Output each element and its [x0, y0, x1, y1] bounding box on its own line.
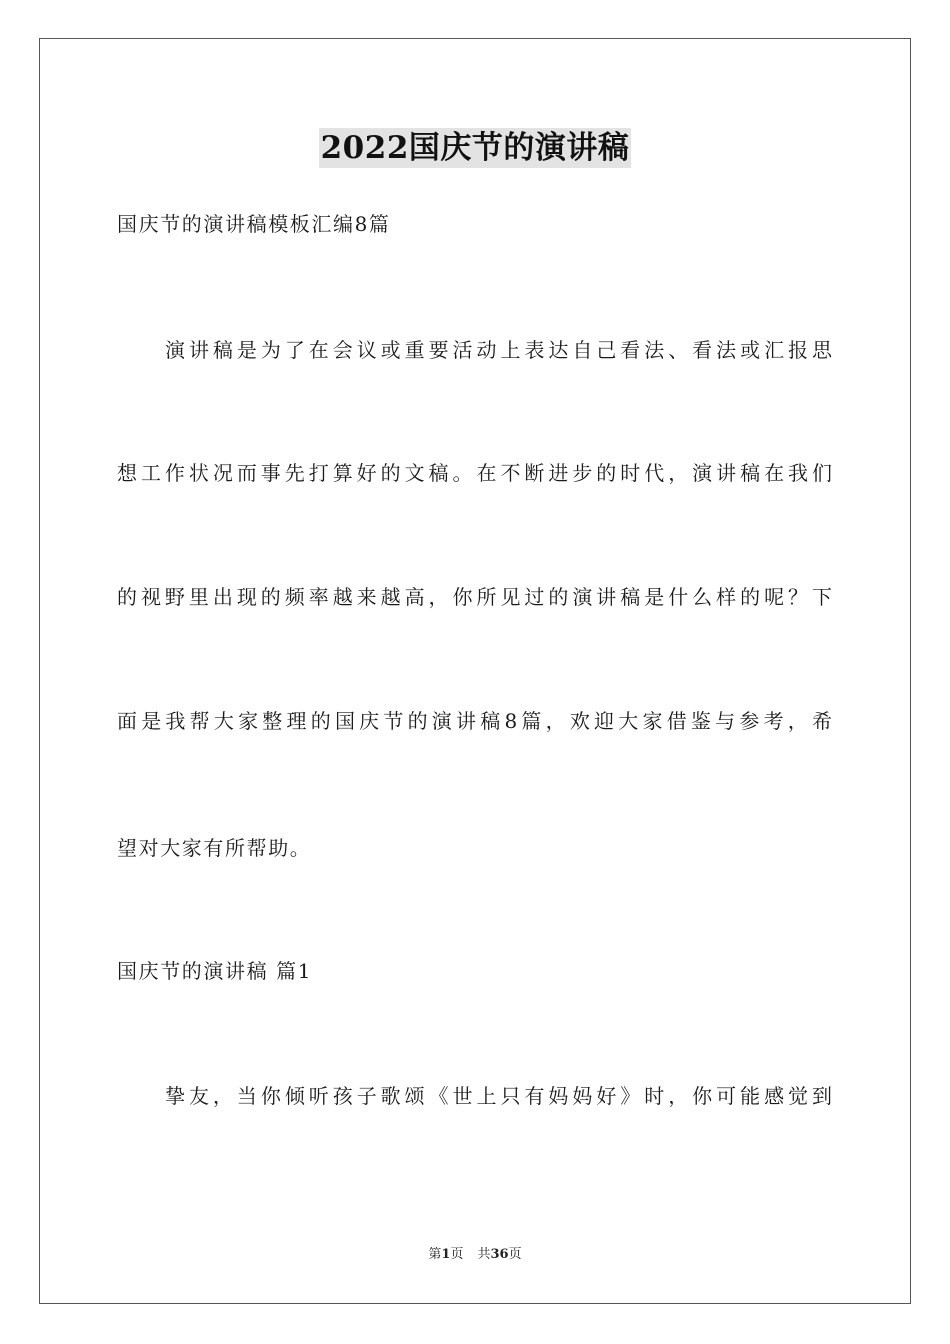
document-title: 2022国庆节的演讲稿: [320, 130, 630, 166]
title-container: [0, 128, 950, 168]
page-number: 1: [441, 1247, 451, 1262]
intro-line-5: 望对大家有所帮助。: [117, 836, 312, 860]
intro-line-3: 的视野里出现的频率越来越高，你所见过的演讲稿是什么样的呢？下: [117, 585, 832, 609]
intro-line-4: 面是我帮大家整理的国庆节的演讲稿8篇，欢迎大家借鉴与参考，希: [117, 709, 832, 733]
page-prefix: 第: [428, 1247, 442, 1262]
intro-line-2: 想工作状况而事先打算好的文稿。在不断进步的时代，演讲稿在我们: [117, 461, 832, 485]
page-suffix: 页: [450, 1247, 464, 1262]
total-prefix: 共: [477, 1247, 491, 1262]
document-subtitle: 国庆节的演讲稿模板汇编8篇: [117, 212, 391, 236]
section-heading: 国庆节的演讲稿 篇1: [117, 959, 313, 983]
intro-line-1: 演讲稿是为了在会议或重要活动上表达自己看法、看法或汇报思: [165, 338, 832, 362]
section-first-line: 挚友，当你倾听孩子歌颂《世上只有妈妈好》时，你可能感觉到: [165, 1084, 832, 1108]
page-footer: [0, 1246, 950, 1264]
total-suffix: 页: [508, 1247, 522, 1262]
total-pages: 36: [490, 1247, 509, 1262]
